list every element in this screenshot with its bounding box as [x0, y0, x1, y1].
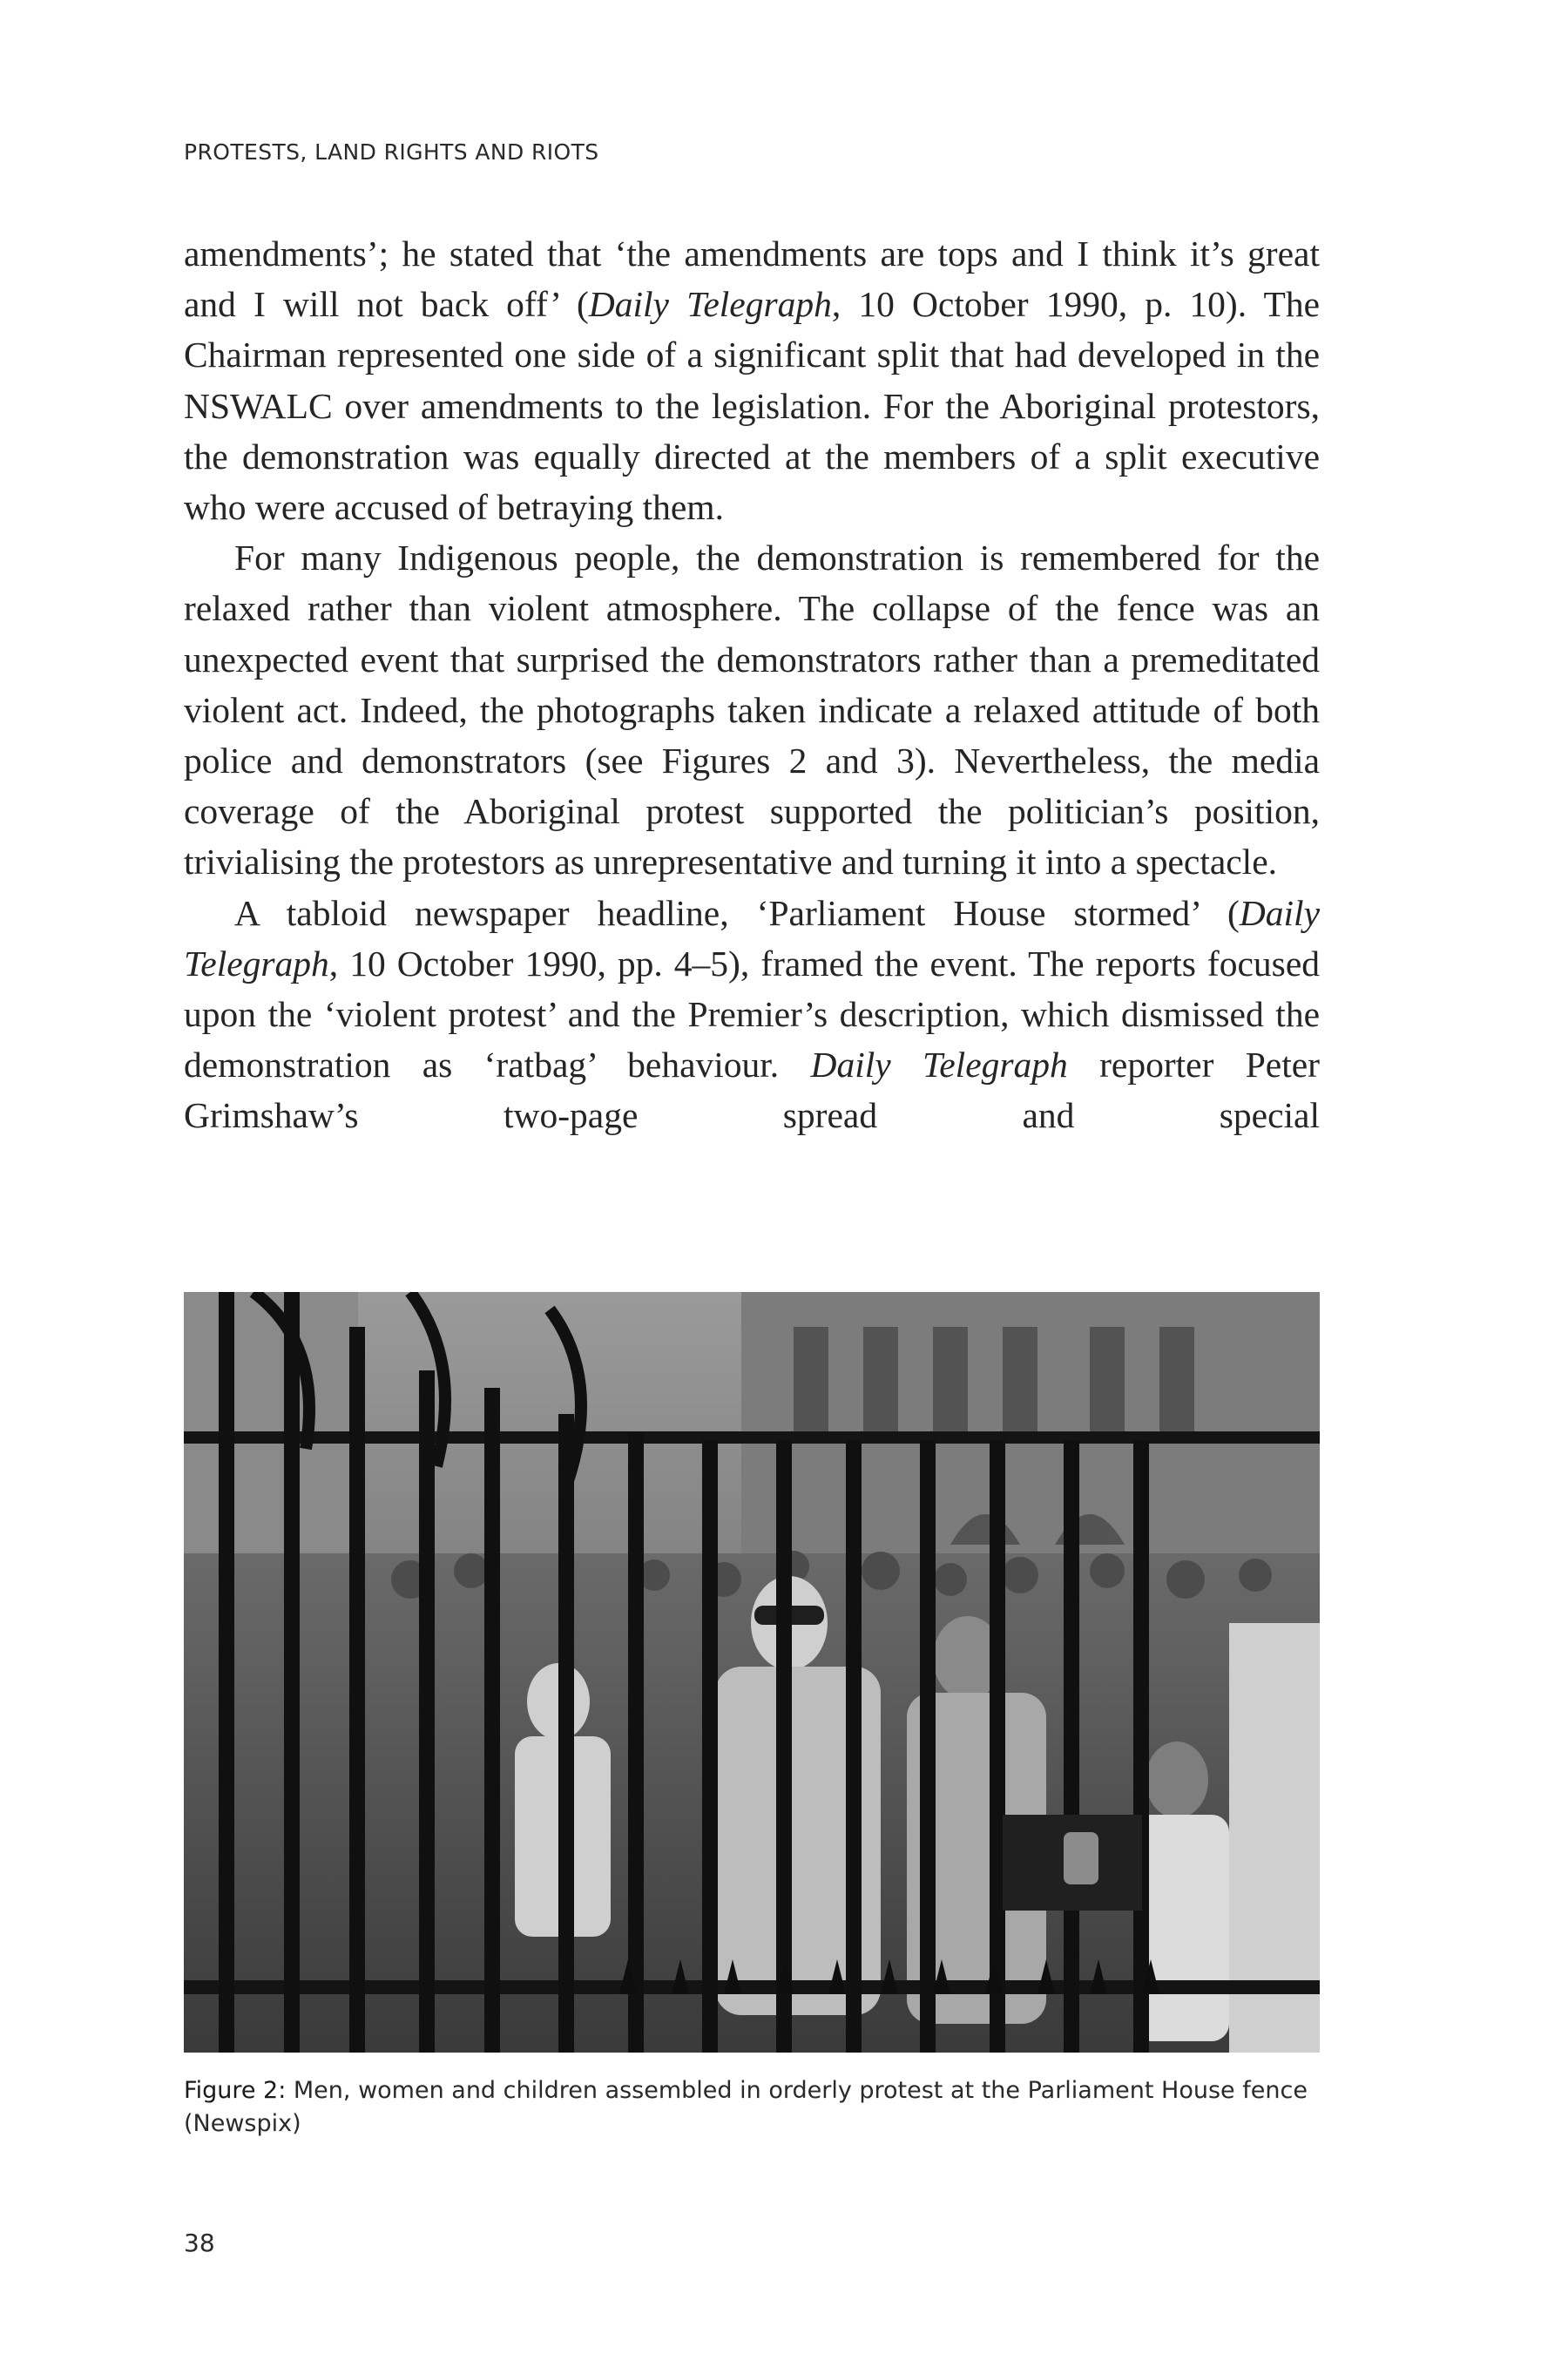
figure-caption: [184, 2074, 1320, 2141]
running-head: PROTESTS, LAND RIGHTS AND RIOTS: [184, 139, 599, 165]
text-run: amendments’; he stated that ‘the amendments are tops and I think it’s great and I will not back off’ (: [184, 233, 1320, 325]
italic-citation: Daily Telegraph: [184, 892, 1320, 984]
italic-citation: Daily Telegraph: [588, 284, 832, 325]
body-text: [184, 228, 1320, 1141]
text-run: , 10 October 1990, pp. 4–5), framed the event. The reports focused upon the ‘violent protest’ and the Premier’s description, which dismissed the demonstration as ‘ratbag’ behaviour.: [184, 943, 1320, 1086]
text-run: reporter Peter Grimshaw’s two-page spread and special: [184, 1045, 1320, 1136]
italic-citation: Daily Telegraph: [810, 1045, 1068, 1086]
text-run: A tabloid newspaper headline, ‘Parliament House stormed’ (: [234, 892, 1240, 933]
figure-photo: [184, 1292, 1320, 2053]
text-run: For many Indigenous people, the demonstration is remembered for the relaxed rather than violent atmosphere. The collapse of the fence was an unexpected event that surprised the demonstrators rather than a premeditated violent act. Indeed, the photographs taken indicate a relaxed attitude of both police and demonstrators (see Figures 2 and 3). Nevertheless, the media coverage of the Aboriginal protest supported the politician’s position, trivialising the protestors as unrepresentative and turning it into a spectacle.: [184, 538, 1320, 883]
figure-caption-text: Men, women and children assembled in orderly protest at the Parliament House fence (Newspix): [184, 2077, 1308, 2137]
paragraph-1: [184, 228, 1320, 532]
page-number: 38: [184, 2229, 215, 2257]
paragraph-2: [184, 532, 1320, 887]
figure-caption-label: Figure 2:: [184, 2077, 287, 2104]
text-run: , 10 October 1990, p. 10). The Chairman represented one side of a significant split that had developed in the NSWALC over amendments to the legislation. For the Aboriginal protestors, the demonstration was equally directed at the members of a split executive who were accused of betraying them.: [184, 284, 1320, 528]
protest-photo-illustration: [184, 1292, 1320, 2053]
paragraph-3: [184, 888, 1320, 1141]
